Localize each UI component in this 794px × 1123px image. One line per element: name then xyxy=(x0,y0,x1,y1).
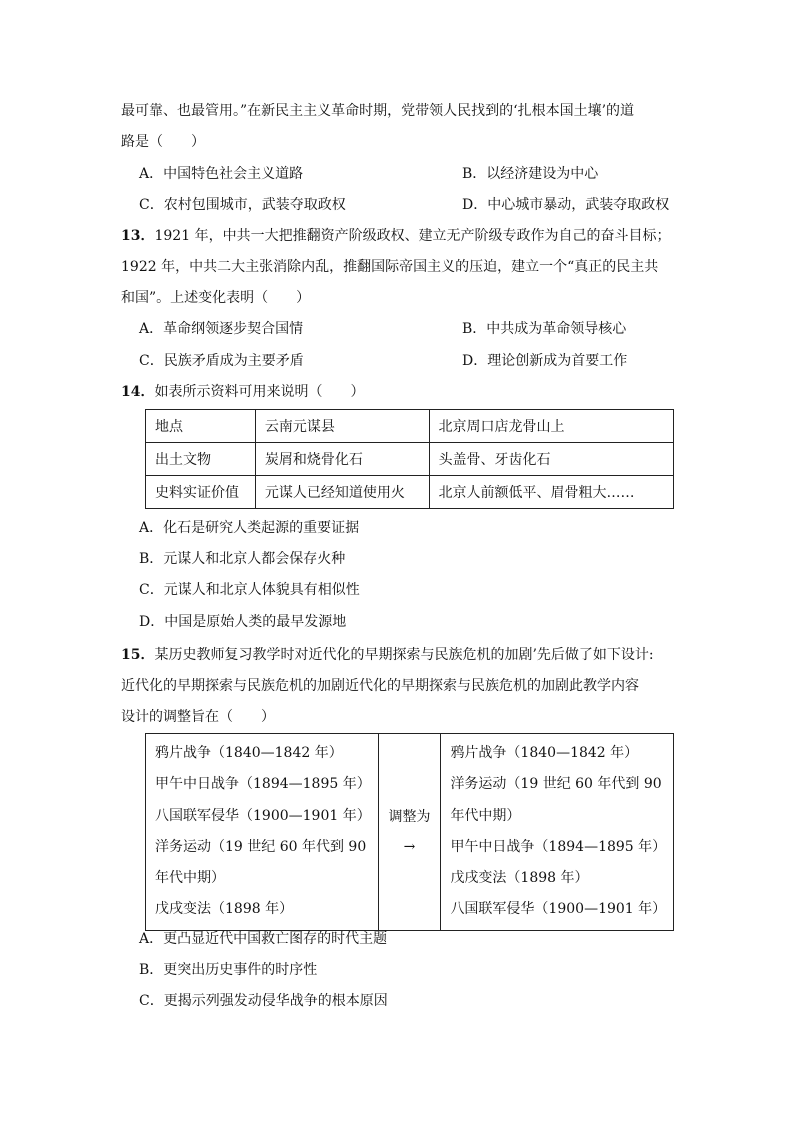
q13-stem-line1 xyxy=(121,226,671,246)
q13-option-b[interactable]: B．中共成为革命领导核心 xyxy=(462,321,627,337)
q15-table xyxy=(145,733,674,931)
adjust-label: 调整为 xyxy=(388,808,431,825)
q12-option-a[interactable]: A．中国特色社会主义道路 xyxy=(139,166,304,182)
q14-stem xyxy=(121,382,364,402)
table-row xyxy=(146,476,674,509)
q15-original-order xyxy=(146,734,379,931)
q15-option-c[interactable]: C．更揭示列强发动侵华战争的根本原因 xyxy=(139,993,388,1009)
q12-option-b[interactable]: B．以经济建设为中心 xyxy=(462,166,599,182)
table-cell: 元谋人已经知道使用火 xyxy=(255,476,429,509)
q15-stem-line3: 设计的调整旨在（ ） xyxy=(121,709,275,725)
q12-stem-line1: 最可靠、也最管用。”在新民主主义革命时期，党带领人民找到的‘扎根本国土壤’的道 xyxy=(121,103,635,119)
q12-stem-line2: 路是（ ） xyxy=(121,134,205,150)
q15-adjust-cell xyxy=(378,734,441,931)
q14-table xyxy=(145,409,674,509)
q13-stem-text1: 1921 年，中共一大把推翻资产阶级政权、建立无产阶级专政作为自己的奋斗目标； xyxy=(154,228,671,244)
q15-number: 15． xyxy=(121,647,155,663)
q13-number: 13． xyxy=(121,228,155,244)
q15-stem-text1: 某历史教师复习教学时对近代化的早期探索与民族危机的加剧’先后做了如下设计: xyxy=(154,647,654,663)
table-row xyxy=(146,410,674,443)
q13-stem-line3: 和国”。上述变化表明（ ） xyxy=(121,290,311,306)
q15-option-b[interactable]: B．更突出历史事件的时序性 xyxy=(139,962,318,978)
table-row xyxy=(146,443,674,476)
table-cell: 头盖骨、牙齿化石 xyxy=(429,443,673,476)
table-cell: 云南元谋县 xyxy=(255,410,429,443)
q14-option-c[interactable]: C．元谋人和北京人体貌具有相似性 xyxy=(139,582,360,598)
q13-option-c[interactable]: C．民族矛盾成为主要矛盾 xyxy=(139,353,304,369)
q14-stem-text: 如表所示资料可用来说明（ ） xyxy=(154,384,365,400)
list-item: 甲午中日战争（1894—1895 年） xyxy=(450,838,667,855)
table-cell: 北京人前额低平、眉骨粗大…… xyxy=(429,476,673,509)
list-item: 鸦片战争（1840—1842 年） xyxy=(450,745,639,761)
list-item: 戊戌变法（1898 年） xyxy=(450,870,589,887)
q13-option-a[interactable]: A．革命纲领逐步契合国情 xyxy=(139,321,304,337)
q12-option-c[interactable]: C．农村包围城市，武装夺取政权 xyxy=(139,197,346,213)
q15-stem-line1 xyxy=(121,645,654,665)
q15-stem-line2: 近代化的早期探索与民族危机的加剧近代化的早期探索与民族危机的加剧此教学内容 xyxy=(121,678,639,694)
list-item: 洋务运动（19 世纪 60 年代到 90 年代中期） xyxy=(155,838,367,887)
table-cell: 炭屑和烧骨化石 xyxy=(255,443,429,476)
q13-stem-line2: 1922 年，中共二大主张消除内乱，推翻国际帝国主义的压迫，建立一个“真正的民主共 xyxy=(121,259,659,275)
q15-option-a[interactable]: A．更凸显近代中国救亡图存的时代主题 xyxy=(139,931,388,947)
table-cell: 地点 xyxy=(146,410,256,443)
arrow-right-icon: → xyxy=(403,838,416,855)
table-cell: 出土文物 xyxy=(146,443,256,476)
table-cell: 北京周口店龙骨山上 xyxy=(429,410,673,443)
list-item: 戊戌变法（1898 年） xyxy=(155,901,294,918)
list-item: 洋务运动（19 世纪 60 年代到 90 年代中期） xyxy=(450,776,662,824)
q14-option-b[interactable]: B．元谋人和北京人都会保存火种 xyxy=(139,551,346,567)
q12-option-d[interactable]: D．中心城市暴动，武装夺取政权 xyxy=(462,197,670,213)
list-item: 鸦片战争（1840—1842 年） xyxy=(155,745,343,761)
list-item: 八国联军侵华（1900—1901 年） xyxy=(450,901,667,918)
q14-option-d[interactable]: D．中国是原始人类的最早发源地 xyxy=(139,614,347,630)
q14-option-a[interactable]: A．化石是研究人类起源的重要证据 xyxy=(139,520,360,536)
list-item: 甲午中日战争（1894—1895 年） xyxy=(155,776,371,793)
list-item: 八国联军侵华（1900—1901 年） xyxy=(155,807,371,824)
table-cell: 史料实证价值 xyxy=(146,476,256,509)
table-row xyxy=(146,734,674,931)
q15-adjusted-order xyxy=(441,734,674,931)
q14-number: 14． xyxy=(121,384,155,400)
q13-option-d[interactable]: D．理论创新成为首要工作 xyxy=(462,353,628,369)
